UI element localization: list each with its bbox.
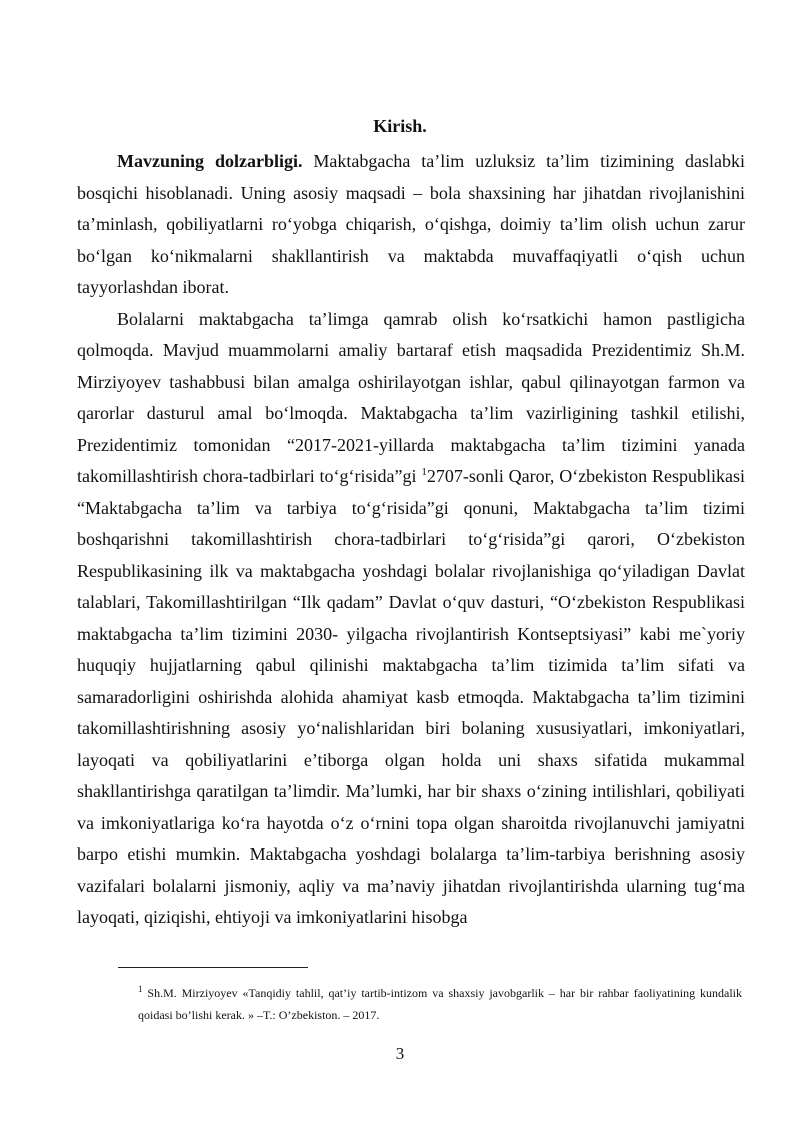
- paragraph-coverage: [77, 304, 745, 934]
- footnote-text: Sh.M. Mirziyoyev «Tanqidiy tahlil, qat’iy tartib-intizom va shaxsiy javobgarlik – har bir rahbar faoliyatining kundalik qoidasi bo’lishi kerak. » –T.: O’zbekiston. – 2017.: [138, 986, 742, 1022]
- footnote-reference[interactable]: 1: [421, 466, 427, 478]
- paragraph-text-after-ref: 2707-sonli Qaror, O‘zbekiston Respublikasi “Maktabgacha ta’lim va tarbiya to‘g‘risida”gi qonuni, Maktabgacha ta’lim tizimi boshqarishni takomillashtirish chora-tadbirlari to‘g‘risida”gi qarori, O‘zbekiston Respublikasining ilk va maktabgacha yoshdagi bolalar rivojlanishiga qo‘yiladigan Davlat talablari, Takomillashtirilgan “Ilk qadam” Davlat o‘quv dasturi, “O‘zbekiston Respublikasi maktabgacha ta’lim tizimini 2030- yilgacha rivojlantirish Kontseptsiyasi” kabi me`yoriy huquqiy hujjatlarning qabul qilinishi maktabgacha ta’lim tizimida ta’lim sifati va samaradorligini oshirishda alohida ahamiyat kasb etmoqda. Maktabgacha ta’lim tizimini takomillashtirishning asosiy yo‘nalishlaridan biri bolaning xususiyatlari, imkoniyatlari, layoqati va qobiliyatlarini e’tiborga olgan holda uni shaxs sifatida mukammal shakllantirishga qaratilgan ta’limdir. Ma’lumki, har bir shaxs o‘zining intilishlari, qobiliyati va imkoniyatlariga ko‘ra hayotda o‘z o‘rnini topa olgan sharoitda rivojlanuvchi jamiyatni barpo etishi mumkin. Maktabgacha yoshdagi bolalarga ta’lim-tarbiya berishning asosiy vazifalari bolalarni jismoniy, aqliy va ma’naviy jihatdan rivojlantirishda ularning tug‘ma layoqati, qiziqishi, ehtiyoji va imkoniyatlarini hisobga: [77, 466, 745, 927]
- paragraph-text: Maktabgacha ta’lim uzluksiz ta’lim tizimining daslabki bosqichi hisoblanadi. Uning asosiy maqsadi – bola shaxsining har jihatdan rivojlanishini ta’minlash, qobiliyatlarni ro‘yobga chiqarish, o‘qishga, doimiy ta’lim olish uchun zarur bo‘lgan ko‘nikmalarni shakllantirish va maktabda muvaffaqiyatli o‘qish uchun tayyorlashdan iborat.: [77, 151, 745, 297]
- paragraph-relevance: [77, 146, 745, 304]
- paragraph-lead: Mavzuning dolzarbligi.: [117, 151, 303, 171]
- paragraph-text-before-ref: Bolalarni maktabgacha ta’limga qamrab olish ko‘rsatkichi hamon pastligicha qolmoqda. Mavjud muammolarni amaliy bartaraf etish maqsadida Prezidentimiz Sh.M. Mirziyoyev tashabbusi bilan amalga oshirilayotgan ishlar, qabul qilinayotgan farmon va qarorlar dasturul amal bo‘lmoqda. Maktabgacha ta’lim vazirligining tashkil etilishi, Prezidentimiz tomonidan “2017-2021-yillarda maktabgacha ta’lim tizimini yanada takomillashtirish chora-tadbirlari to‘g‘risida”gi: [77, 308, 745, 486]
- footnote-separator: [118, 967, 308, 968]
- footnote: [138, 978, 742, 1026]
- page-number: 3: [395, 1044, 405, 1063]
- section-heading: Kirish.: [373, 116, 427, 136]
- body-text: [77, 146, 745, 934]
- footnote-marker: 1: [138, 984, 143, 994]
